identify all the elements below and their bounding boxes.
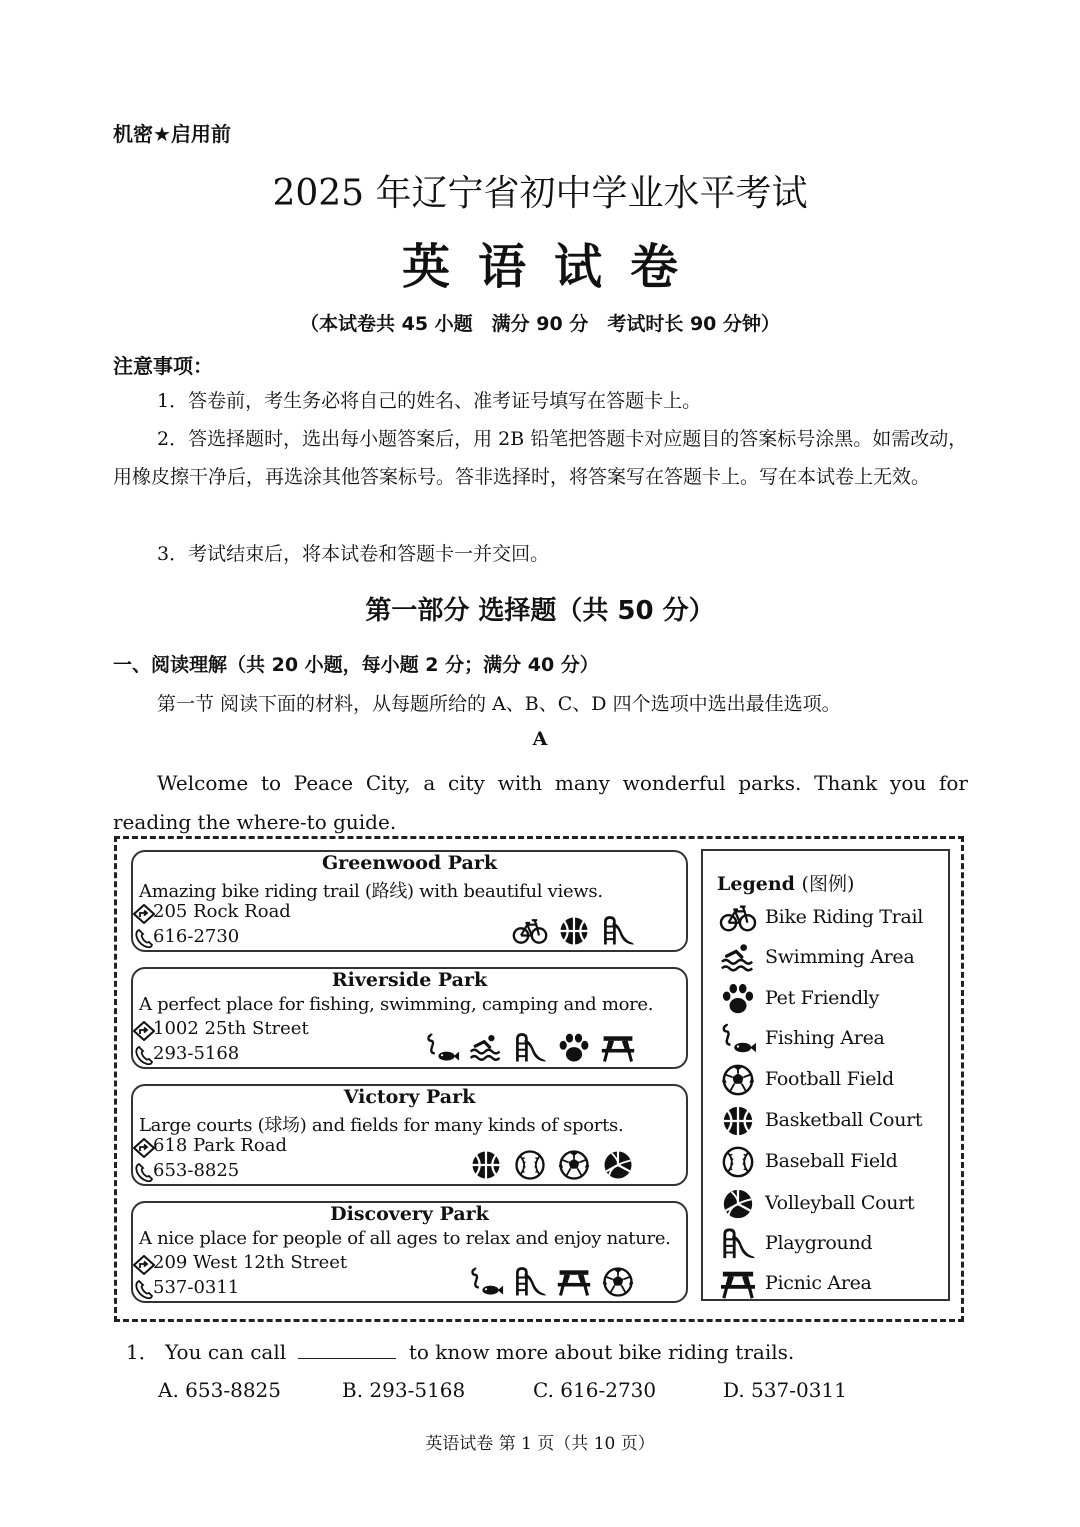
legend-label: Pet Friendly xyxy=(765,987,880,1009)
option-d[interactable]: D. 537-0311 xyxy=(723,1378,847,1402)
park-feature-icons xyxy=(468,1148,636,1182)
picnic-table-icon xyxy=(719,1267,757,1301)
basketball-icon xyxy=(556,914,592,948)
exam-info: （本试卷共 45 小题 满分 90 分 考试时长 90 分钟） xyxy=(299,313,780,335)
legend-title-cn: (图例) xyxy=(801,873,855,895)
section-title: 一、阅读理解（共 20 小题，每小题 2 分；满分 40 分） xyxy=(113,654,599,676)
baseball-icon xyxy=(512,1148,548,1182)
park-feature-icons xyxy=(512,914,636,948)
park-name: Discovery Park xyxy=(330,1203,489,1225)
picnic-table-icon xyxy=(556,1265,592,1299)
park-description: Large courts (球场) and fields for many kinds of sports. xyxy=(139,1115,624,1136)
option-b[interactable]: B. 293-5168 xyxy=(342,1378,466,1402)
swimming-icon xyxy=(468,1031,504,1065)
park-address: 205 Rock Road xyxy=(153,901,291,922)
park-phone: 653-8825 xyxy=(153,1160,240,1181)
football-icon xyxy=(719,1063,757,1097)
legend-item xyxy=(719,1227,944,1263)
phone-icon xyxy=(134,1045,154,1065)
legend-item xyxy=(719,1063,944,1099)
legend-label: Picnic Area xyxy=(765,1272,872,1294)
park-feature-icons xyxy=(468,1265,636,1299)
notice-item-1: 1．答卷前，考生务必将自己的姓名、准考证号填写在答题卡上。 xyxy=(157,390,702,412)
swimming-icon xyxy=(719,941,757,975)
option-a[interactable]: A. 653-8825 xyxy=(158,1378,281,1402)
answer-blank xyxy=(298,1338,396,1359)
legend-label: Volleyball Court xyxy=(765,1192,915,1214)
phone-icon xyxy=(134,1162,154,1182)
playground-icon xyxy=(512,1265,548,1299)
park-phone: 537-0311 xyxy=(153,1277,240,1298)
legend-item xyxy=(719,982,944,1018)
legend-item xyxy=(719,1145,944,1181)
address-icon xyxy=(133,904,155,924)
confidential-label: 机密★启用前 xyxy=(113,122,231,146)
park-description: A perfect place for fishing, swimming, camping and more. xyxy=(139,994,654,1015)
legend-item xyxy=(719,1104,944,1140)
volleyball-icon xyxy=(719,1187,757,1221)
park-description: Amazing bike riding trail (路线) with beautiful views. xyxy=(139,881,603,902)
legend-item xyxy=(719,1267,944,1303)
bike-icon xyxy=(512,914,548,948)
paw-icon xyxy=(556,1031,592,1065)
basketball-icon xyxy=(468,1148,504,1182)
section-instruction: 第一节 阅读下面的材料，从每题所给的 A、B、C、D 四个选项中选出最佳选项。 xyxy=(157,693,841,715)
park-card-discovery xyxy=(131,1201,688,1303)
paw-icon xyxy=(719,982,757,1016)
legend-item xyxy=(719,941,944,977)
fishing-icon xyxy=(468,1265,504,1299)
park-phone: 293-5168 xyxy=(153,1043,240,1064)
park-address: 209 West 12th Street xyxy=(153,1252,348,1273)
baseball-icon xyxy=(719,1145,757,1179)
question-stem-after: to know more about bike riding trails. xyxy=(408,1340,795,1364)
park-name: Greenwood Park xyxy=(321,852,498,874)
address-icon xyxy=(133,1255,155,1275)
option-c[interactable]: C. 616-2730 xyxy=(533,1378,657,1402)
passage-label: A xyxy=(532,728,548,750)
volleyball-icon xyxy=(600,1148,636,1182)
playground-icon xyxy=(719,1227,757,1261)
address-icon xyxy=(133,1021,155,1041)
legend-item xyxy=(719,1022,944,1058)
legend-label: Baseball Field xyxy=(765,1150,898,1172)
legend-label: Playground xyxy=(765,1232,873,1254)
football-icon xyxy=(556,1148,592,1182)
passage-intro: Welcome to Peace City, a city with many wonderful parks. Thank you for reading the where-to guide. xyxy=(113,771,968,834)
park-name: Riverside Park xyxy=(331,969,488,991)
fishing-icon xyxy=(424,1031,460,1065)
legend-label: Football Field xyxy=(765,1068,894,1090)
park-feature-icons xyxy=(424,1031,636,1065)
question-number: 1． xyxy=(126,1340,159,1364)
bike-icon xyxy=(719,901,757,935)
legend-item xyxy=(719,1187,944,1223)
question-1 xyxy=(126,1336,794,1365)
address-icon xyxy=(133,1138,155,1158)
legend-item xyxy=(719,901,944,937)
playground-icon xyxy=(512,1031,548,1065)
park-card-greenwood xyxy=(131,850,688,952)
park-description: A nice place for people of all ages to relax and enjoy nature. xyxy=(139,1228,671,1249)
legend-label: Basketball Court xyxy=(765,1109,923,1131)
question-stem-before: You can call xyxy=(165,1340,287,1364)
basketball-icon xyxy=(719,1104,757,1138)
football-icon xyxy=(600,1265,636,1299)
page-footer: 英语试卷 第 1 页（共 10 页） xyxy=(425,1434,655,1454)
legend-box xyxy=(701,849,950,1301)
park-address: 618 Park Road xyxy=(153,1135,287,1156)
picnic-table-icon xyxy=(600,1031,636,1065)
phone-icon xyxy=(134,1279,154,1299)
part-title: 第一部分 选择题（共 50 分） xyxy=(365,596,715,626)
legend-label: Fishing Area xyxy=(765,1027,885,1049)
phone-icon xyxy=(134,928,154,948)
park-address: 1002 25th Street xyxy=(153,1018,309,1039)
subject-title: 英语试卷 xyxy=(401,239,706,295)
park-card-victory xyxy=(131,1084,688,1186)
exam-title: 2025 年辽宁省初中学业水平考试 xyxy=(272,173,808,214)
park-phone: 616-2730 xyxy=(153,926,240,947)
legend-label: Swimming Area xyxy=(765,946,915,968)
notice-item-3: 3．考试结束后，将本试卷和答题卡一并交回。 xyxy=(157,543,550,565)
legend-label: Bike Riding Trail xyxy=(765,906,924,928)
park-name: Victory Park xyxy=(343,1086,476,1108)
fishing-icon xyxy=(719,1022,757,1056)
notice-item-2: 2．答选择题时，选出每小题答案后，用 2B 铅笔把答题卡对应题目的答案标号涂黑。如需改动，用橡皮擦干净后，再选涂其他答案标号。答非选择时，将答案写在答题卡上。写在本试卷上无效。 xyxy=(113,428,968,488)
playground-icon xyxy=(600,914,636,948)
park-card-riverside xyxy=(131,967,688,1069)
notice-heading: 注意事项： xyxy=(113,354,213,378)
legend-title: Legend (图例) xyxy=(717,873,855,895)
